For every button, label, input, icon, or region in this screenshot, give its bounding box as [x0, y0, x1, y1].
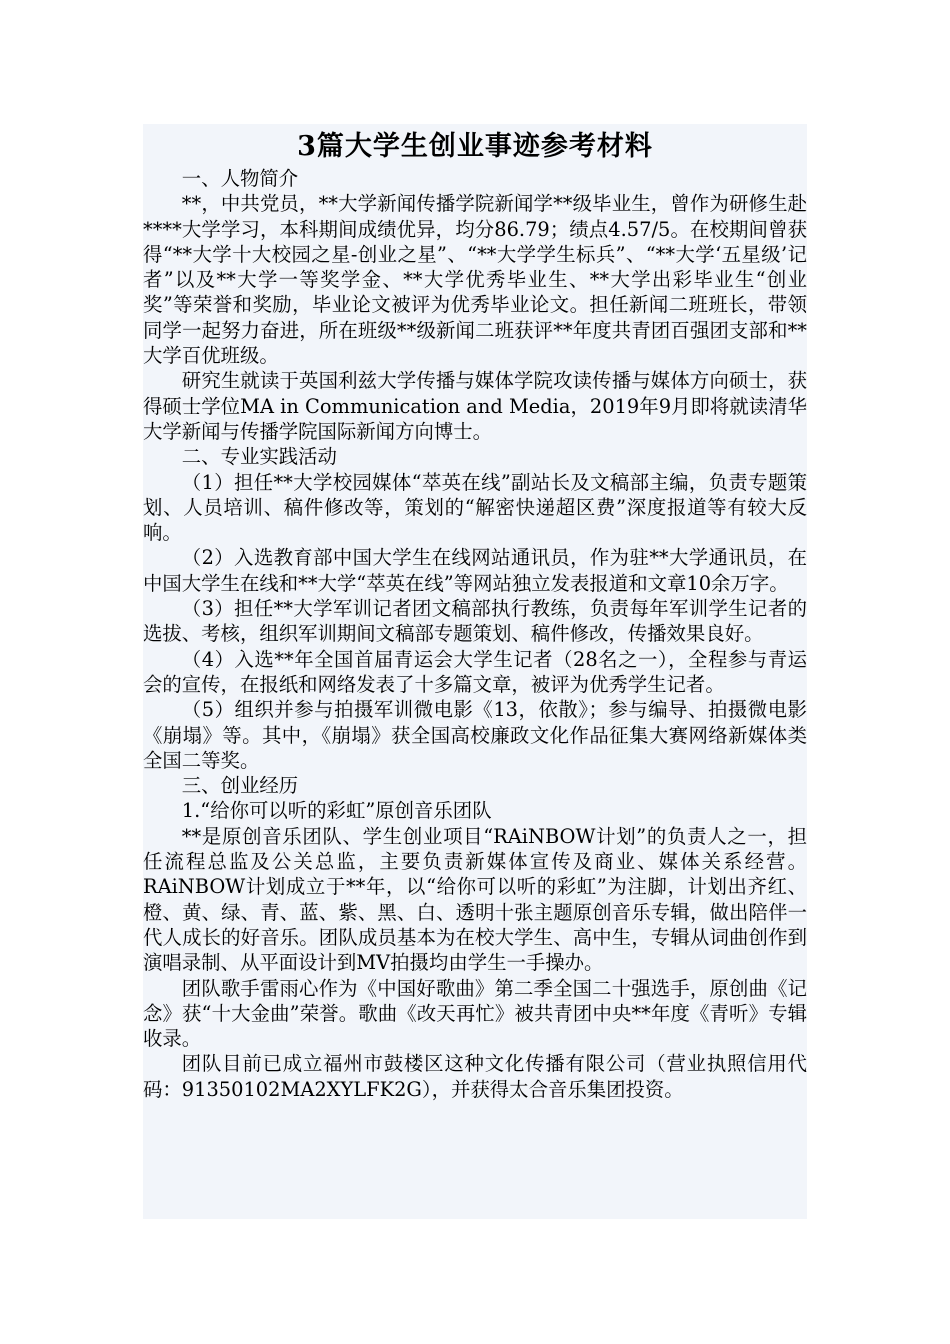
- practice-item: （4）入选**年全国首届青运会大学生记者（28名之一），全程参与青运会的宣传，在报纸和网络发表了十多篇文章，被评为优秀学生记者。: [143, 647, 807, 696]
- practice-item: （2）入选教育部中国大学生在线网站通讯员，作为驻**大学通讯员，在中国大学生在线和**大学“萃英在线”等网站独立发表报道和文章10余万字。: [143, 546, 807, 595]
- practice-item: （3）担任**大学军训记者团文稿部执行教练，负责每年军训学生记者的选拔、考核，组织军训期间文稿部专题策划、稿件修改，传播效果良好。: [143, 597, 807, 646]
- document-title: 3篇大学生创业事迹参考材料: [297, 131, 653, 162]
- paragraph-profile-2: 研究生就读于英国利兹大学传播与媒体学院攻读传播与媒体方向硕士，获得硕士学位MA in Communication and Media，2019年9月即将就读清华大学新闻与传播学院国际新闻方向博士。: [143, 369, 807, 443]
- section-heading-practice: 二、专业实践活动: [181, 445, 337, 469]
- paragraph-startup-2: 团队歌手雷雨心作为《中国好歌曲》第二季全国二十强选手，原创曲《记念》获“十大金曲”荣誉。歌曲《改天再忙》被共青团中央**年度《青听》专辑收录。: [143, 976, 807, 1051]
- subheading-music-team: 1.“给你可以听的彩虹”原创音乐团队: [181, 799, 492, 823]
- section-heading-startup: 三、创业经历: [181, 774, 299, 798]
- paragraph-startup-3: 团队目前已成立福州市鼓楼区这种文化传播有限公司（营业执照信用代码：91350102MA2XYLFK2G），并获得太合音乐集团投资。: [143, 1052, 807, 1101]
- document-body: [143, 124, 807, 1219]
- practice-item: （5）组织并参与拍摄军训微电影《13，依散》；参与编导、拍摄微电影《崩塌》等。其中，《崩塌》获全国高校廉政文化作品征集大赛网络新媒体类全国二等奖。: [143, 698, 807, 772]
- paragraph-profile-1: **，中共党员，**大学新闻传播学院新闻学**级毕业生，曾作为研修生赴****大学学习，本科期间成绩优异，均分86.79；绩点4.57/5。在校期间曾获得“**大学十大校园之星-创业之星”、“**大学学生标兵”、“**大学‘五星级’记者”以及**大学一等奖学金、**大学优秀毕业生、**大学出彩毕业生“创业奖”等荣誉和奖励，毕业论文被评为优秀毕业论文。担任新闻二班班长，带领同学一起努力奋进，所在班级**级新闻二班获评**年度共青团百强团支部和**大学百优班级。: [143, 192, 807, 368]
- paragraph-startup-1: **是原创音乐团队、学生创业项目“RAiNBOW计划”的负责人之一，担任流程总监及公关总监，主要负责新媒体宣传及商业、媒体关系经营。RAiNBOW计划成立于**年，以“给你可以听的彩虹”为注脚，计划出齐红、橙、黄、绿、青、蓝、紫、黑、白、透明十张主题原创音乐专辑，做出陪伴一代人成长的好音乐。团队成员基本为在校大学生、高中生，专辑从词曲创作到演唱录制、从平面设计到MV拍摄均由学生一手操办。: [143, 824, 807, 975]
- section-heading-profile: 一、人物简介: [181, 167, 299, 190]
- practice-item: （1）担任**大学校园媒体“萃英在线”副站长及文稿部主编，负责专题策划、人员培训、稿件修改等，策划的“解密快递超区费”深度报道等有较大反响。: [143, 470, 807, 545]
